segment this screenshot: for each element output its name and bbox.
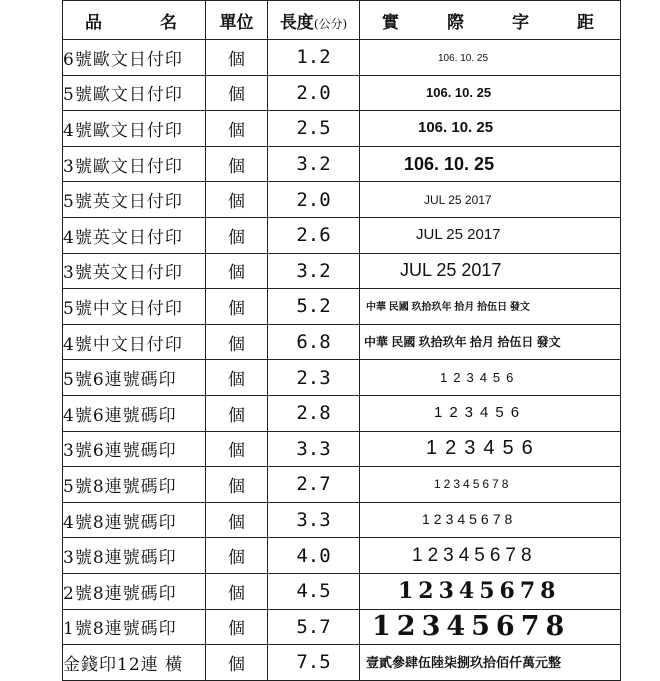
table-row (63, 182, 621, 218)
sample-cell (360, 289, 621, 325)
product-name-cell: 4號歐文日付印 (63, 111, 206, 147)
length-cell: 2.0 (268, 182, 360, 218)
header-name-char-2: 名 (160, 12, 177, 33)
product-name-cell: 3號歐文日付印 (63, 146, 206, 182)
length-cell: 6.8 (268, 324, 360, 360)
sample-cell (360, 217, 621, 253)
sample-cell (360, 395, 621, 431)
product-name-cell: 2號8連號碼印 (63, 573, 206, 609)
sample-cell (360, 573, 621, 609)
unit-cell: 個 (206, 609, 268, 645)
length-cell: 1.2 (268, 40, 360, 76)
header-actual-spacing (360, 1, 621, 40)
table-row (63, 324, 621, 360)
header-sample-char-3: 字 (512, 12, 529, 33)
sample-cell (360, 146, 621, 182)
sample-text: 12345678 (412, 544, 537, 566)
header-length-label: 長度 (279, 12, 314, 33)
sample-cell (360, 111, 621, 147)
sample-text: 123456 (434, 404, 527, 422)
product-name-cell: 1號8連號碼印 (63, 609, 206, 645)
length-cell: 3.3 (268, 431, 360, 467)
product-name-cell: 5號8連號碼印 (63, 467, 206, 503)
sample-text: 106. 10. 25 (418, 119, 494, 137)
unit-cell: 個 (206, 182, 268, 218)
product-name-cell: 5號英文日付印 (63, 182, 206, 218)
sample-cell (360, 253, 621, 289)
unit-cell: 個 (206, 538, 268, 574)
unit-cell: 個 (206, 645, 268, 681)
sample-text: 12345678 (372, 611, 571, 643)
stamp-price-table-sheet (62, 0, 620, 675)
header-length (268, 1, 360, 40)
unit-cell: 個 (206, 217, 268, 253)
sample-text: 106. 10. 25 (438, 53, 489, 65)
unit-cell: 個 (206, 111, 268, 147)
unit-cell: 個 (206, 40, 268, 76)
table-row (63, 40, 621, 76)
sample-text: JUL 25 2017 (424, 192, 492, 207)
length-cell: 2.5 (268, 111, 360, 147)
unit-cell: 個 (206, 467, 268, 503)
table-row (63, 609, 621, 645)
unit-cell: 個 (206, 253, 268, 289)
sample-cell (360, 467, 621, 503)
header-unit: 單位 (206, 1, 268, 40)
table-header-row (63, 1, 621, 40)
sample-cell (360, 40, 621, 76)
header-name-char-1: 品 (85, 12, 102, 33)
sample-text: 123456 (426, 437, 541, 460)
length-cell: 3.3 (268, 502, 360, 538)
table-row (63, 395, 621, 431)
length-cell: 5.2 (268, 289, 360, 325)
sample-cell (360, 360, 621, 396)
table-row (63, 111, 621, 147)
unit-cell: 個 (206, 75, 268, 111)
product-name-cell: 5號歐文日付印 (63, 75, 206, 111)
header-sample-char-1: 實 (382, 12, 399, 33)
unit-cell: 個 (206, 502, 268, 538)
header-length-unit: (公分) (313, 16, 348, 31)
table-row (63, 431, 621, 467)
table-row (63, 253, 621, 289)
table-row (63, 75, 621, 111)
unit-cell: 個 (206, 360, 268, 396)
stamp-size-table (62, 0, 621, 681)
sample-cell (360, 182, 621, 218)
table-row (63, 146, 621, 182)
length-cell: 3.2 (268, 253, 360, 289)
sample-cell (360, 645, 621, 681)
product-name-cell: 5號中文日付印 (63, 289, 206, 325)
header-sample-char-4: 距 (577, 12, 594, 33)
sample-text: 106. 10. 25 (404, 153, 495, 174)
table-row (63, 573, 621, 609)
unit-cell: 個 (206, 573, 268, 609)
sample-text: 12345678 (422, 511, 517, 528)
sample-text: JUL 25 2017 (416, 226, 501, 244)
length-cell: 4.5 (268, 573, 360, 609)
sample-cell (360, 538, 621, 574)
length-cell: 2.3 (268, 360, 360, 396)
sample-text: 123456 (440, 369, 520, 385)
sample-cell (360, 609, 621, 645)
table-row (63, 289, 621, 325)
length-cell: 2.7 (268, 467, 360, 503)
length-cell: 5.7 (268, 609, 360, 645)
sample-text: 壹貳參肆伍陸柒捌玖拾佰仟萬元整 (366, 655, 562, 671)
product-name-cell: 3號8連號碼印 (63, 538, 206, 574)
length-cell: 3.2 (268, 146, 360, 182)
sample-text: 中華 民國 玖拾玖年 拾月 拾伍日 發文 (364, 335, 561, 350)
sample-cell (360, 75, 621, 111)
sample-text: JUL 25 2017 (400, 260, 502, 281)
unit-cell: 個 (206, 146, 268, 182)
product-name-cell: 3號6連號碼印 (63, 431, 206, 467)
sample-text: 12345678 (434, 477, 512, 492)
product-name-cell: 4號英文日付印 (63, 217, 206, 253)
sample-text: 12345678 (398, 578, 561, 605)
table-row (63, 538, 621, 574)
table-row (63, 217, 621, 253)
product-name-cell: 5號6連號碼印 (63, 360, 206, 396)
length-cell: 2.8 (268, 395, 360, 431)
header-sample-char-2: 際 (447, 12, 464, 33)
length-cell: 4.0 (268, 538, 360, 574)
length-cell: 7.5 (268, 645, 360, 681)
unit-cell: 個 (206, 431, 268, 467)
sample-cell (360, 324, 621, 360)
sample-cell (360, 431, 621, 467)
sample-cell (360, 502, 621, 538)
table-row (63, 360, 621, 396)
header-product-name (63, 1, 206, 40)
unit-cell: 個 (206, 289, 268, 325)
product-name-cell: 4號8連號碼印 (63, 502, 206, 538)
product-name-cell: 金錢印12連 橫 (63, 645, 206, 681)
sample-text: 中華 民國 玖拾玖年 拾月 拾伍日 發文 (366, 302, 530, 314)
table-row (63, 645, 621, 681)
table-row (63, 502, 621, 538)
table-row (63, 467, 621, 503)
length-cell: 2.0 (268, 75, 360, 111)
length-cell: 2.6 (268, 217, 360, 253)
sample-text: 106. 10. 25 (426, 84, 492, 100)
unit-cell: 個 (206, 395, 268, 431)
product-name-cell: 4號6連號碼印 (63, 395, 206, 431)
product-name-cell: 4號中文日付印 (63, 324, 206, 360)
unit-cell: 個 (206, 324, 268, 360)
product-name-cell: 6號歐文日付印 (63, 40, 206, 76)
product-name-cell: 3號英文日付印 (63, 253, 206, 289)
